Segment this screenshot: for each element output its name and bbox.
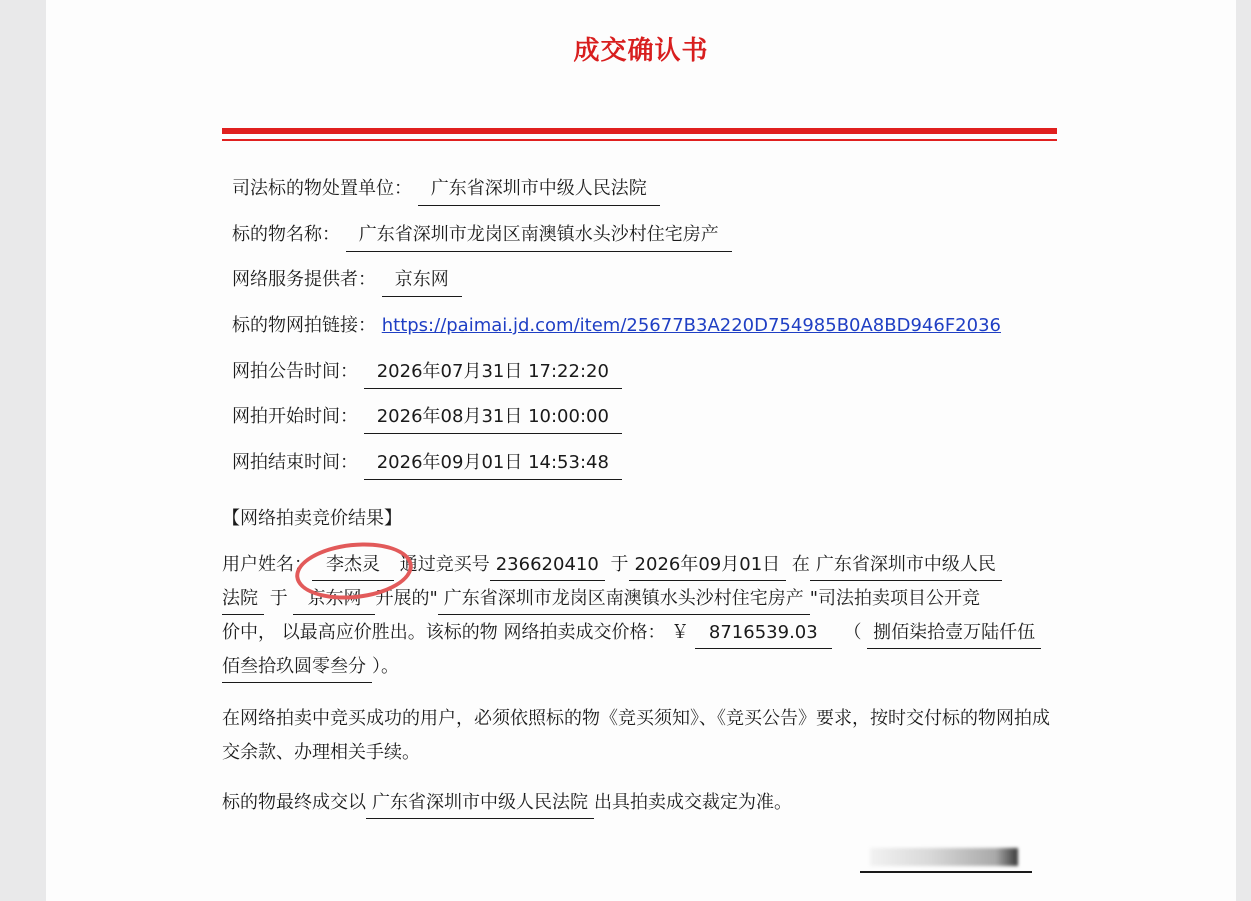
final-court: 广东省深圳市中级人民法院 xyxy=(366,791,594,819)
field-announce-time xyxy=(232,359,622,389)
auction-item-name: 广东省深圳市龙岗区南澳镇水头沙村住宅房产 xyxy=(438,587,810,615)
user-name-label: 用户姓名： xyxy=(222,554,312,575)
field-label: 标的物名称： xyxy=(232,224,340,245)
field-item-name xyxy=(232,222,732,252)
field-start-time xyxy=(232,404,622,434)
final-suffix: 出具拍卖成交裁定为准。 xyxy=(594,792,792,813)
field-value: 广东省深圳市中级人民法院 xyxy=(418,177,660,206)
field-label: 网络服务提供者： xyxy=(232,269,376,290)
field-service-provider xyxy=(232,267,462,297)
field-disposal-unit xyxy=(232,176,660,206)
result-line-1 xyxy=(222,552,1002,581)
document-title: 成交确认书 xyxy=(573,36,709,66)
field-auction-link xyxy=(232,313,1001,339)
court-name-part2: 法院 xyxy=(222,587,264,615)
deal-price: 8716539.03 xyxy=(695,621,832,649)
section-title-result: 【网络拍卖竞价结果】 xyxy=(222,508,402,529)
price-in-words-part2: 佰叁拾玖圆零叁分 xyxy=(222,655,372,683)
paren-close: ）。 xyxy=(372,656,399,677)
in-text: 在 xyxy=(791,554,810,575)
auction-link[interactable]: https://paimai.jd.com/item/25677B3A220D754985B0A8BD946F2036 xyxy=(381,315,1001,336)
document-page xyxy=(46,0,1236,901)
field-value: 2026年09月01日 14:53:48 xyxy=(364,451,622,480)
court-name-part1: 广东省深圳市中级人民 xyxy=(810,553,1002,581)
title-rule-thick xyxy=(222,128,1057,134)
signature-line xyxy=(860,871,1032,873)
price-intro-text: 价中， 以最高应价胜出。该标的物 网络拍卖成交价格： ￥ xyxy=(222,622,690,643)
field-label: 网拍开始时间： xyxy=(232,406,358,427)
field-end-time xyxy=(232,450,622,480)
field-label: 网拍公告时间： xyxy=(232,361,358,382)
at-text: 于 xyxy=(610,554,629,575)
platform-name: 京东网 xyxy=(293,587,375,615)
field-label: 标的物网拍链接： xyxy=(232,315,376,336)
field-value: 广东省深圳市龙岗区南澳镇水头沙村住宅房产 xyxy=(346,223,732,252)
notice-paragraph: 在网络拍卖中竞买成功的用户，必须依照标的物《竞买须知》、《竞买公告》要求，按时交付标的物网拍成交余款、办理相关手续。 xyxy=(222,708,1050,763)
title-rule-thin xyxy=(222,139,1057,141)
final-line xyxy=(222,790,792,819)
winner-name: 李杰灵 xyxy=(312,553,394,581)
project-text: "司法拍卖项目公开竞 xyxy=(809,588,981,609)
final-prefix: 标的物最终成交以 xyxy=(222,792,366,813)
held-text: 开展的" xyxy=(375,588,438,609)
field-value: 2026年07月31日 17:22:20 xyxy=(364,360,622,389)
redacted-signature xyxy=(870,848,1018,866)
bid-number: 236620410 xyxy=(490,553,605,581)
price-in-words-part1: 捌佰柒拾壹万陆仟伍 xyxy=(867,621,1041,649)
deal-date: 2026年09月01日 xyxy=(629,553,787,581)
result-line-2 xyxy=(222,586,980,615)
field-label: 网拍结束时间： xyxy=(232,452,358,473)
field-value: 京东网 xyxy=(382,268,462,297)
result-line-3 xyxy=(222,620,1041,649)
result-line-4 xyxy=(222,654,399,683)
in-text-2: 于 xyxy=(269,588,288,609)
field-value: 2026年08月31日 10:00:00 xyxy=(364,405,622,434)
via-bid-number-text: 通过竞买号 xyxy=(399,554,490,575)
field-label: 司法标的物处置单位： xyxy=(232,178,412,199)
paren-open: （ xyxy=(843,622,862,643)
